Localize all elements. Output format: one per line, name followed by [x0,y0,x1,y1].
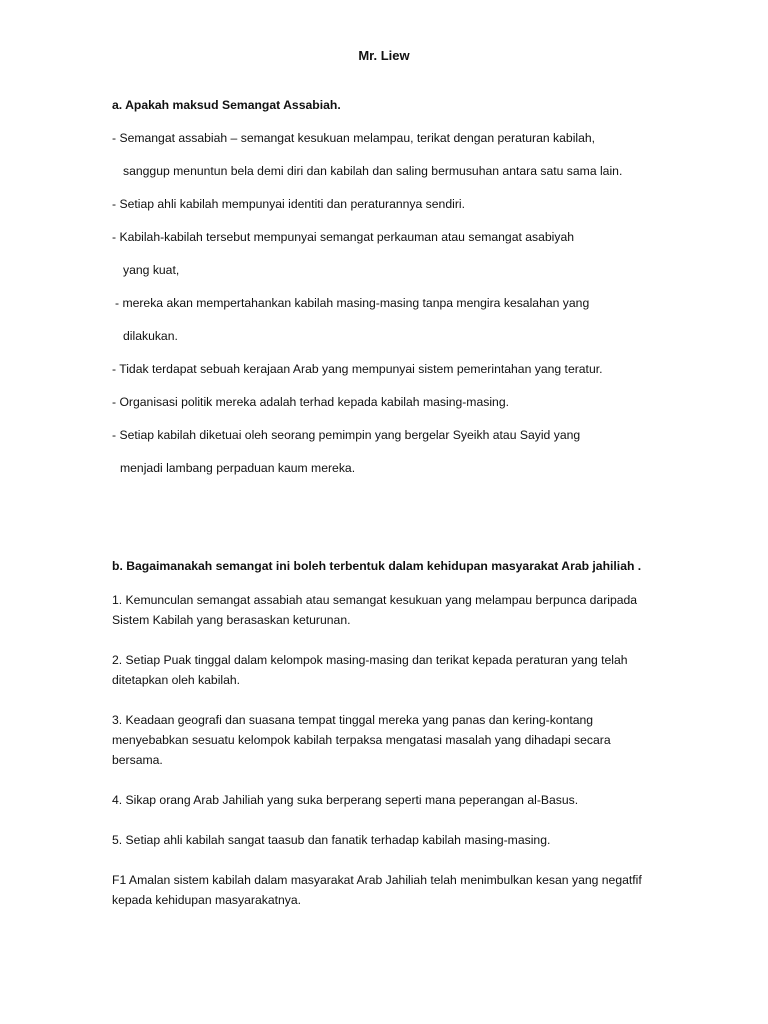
section-a-line: - Tidak terdapat sebuah kerajaan Arab yang mempunyai sistem pemerintahan yang teratur. [112,362,603,376]
section-a-heading: a. Apakah maksud Semangat Assabiah. [112,98,341,112]
document-title: Mr. Liew [358,48,410,63]
section-a-line: - Setiap ahli kabilah mempunyai identiti dan peraturannya sendiri. [112,197,465,211]
section-b-point: 1. Kemunculan semangat assabiah atau semangat kesukuan yang melampau berpunca daripada Sistem Kabilah yang berasaskan keturunan. [112,593,638,627]
section-a-line: - Kabilah-kabilah tersebut mempunyai semangat perkauman atau semangat asabiyah [112,230,575,244]
section-a-line: dilakukan. [123,329,178,343]
section-b-point: 4. Sikap orang Arab Jahiliah yang suka berperang seperti mana peperangan al-Basus. [112,793,579,807]
section-b-point: F1 Amalan sistem kabilah dalam masyarakat Arab Jahiliah telah menimbulkan kesan yang negatfif kepada kehidupan masyarakatnya. [112,873,642,907]
section-b-heading: b. Bagaimanakah semangat ini boleh terbentuk dalam kehidupan masyarakat Arab jahiliah . [112,559,642,573]
section-a-line: - Organisasi politik mereka adalah terhad kepada kabilah masing-masing. [112,395,509,409]
section-a-line: - Setiap kabilah diketuai oleh seorang pemimpin yang bergelar Syeikh atau Sayid yang [112,428,581,442]
section-a-line: - Semangat assabiah – semangat kesukuan melampau, terikat dengan peraturan kabilah, [112,131,596,145]
section-a-line: yang kuat, [123,263,180,277]
section-a-line: sanggup menuntun bela demi diri dan kabilah dan saling bermusuhan antara satu sama lain. [123,164,623,178]
section-b-point: 2. Setiap Puak tinggal dalam kelompok masing-masing dan terikat kepada peraturan yang telah ditetapkan oleh kabilah. [112,653,628,687]
section-a-line: - mereka akan mempertahankan kabilah masing-masing tanpa mengira kesalahan yang [115,296,590,310]
section-a-line: menjadi lambang perpaduan kaum mereka. [120,461,356,475]
section-b-point: 3. Keadaan geografi dan suasana tempat tinggal mereka yang panas dan kering-kontang menyebabkan sesuatu kelompok kabilah terpaksa mengatasi masalah yang dihadapi secara bersama. [112,713,611,767]
section-b-point: 5. Setiap ahli kabilah sangat taasub dan fanatik terhadap kabilah masing-masing. [112,833,551,847]
